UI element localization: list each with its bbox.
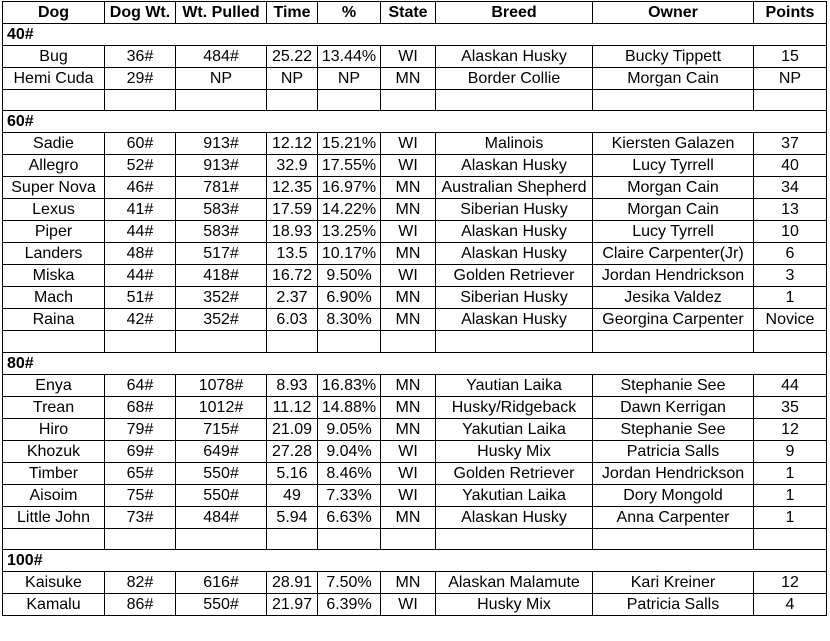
spacer-cell xyxy=(593,331,754,352)
cell-points: 13 xyxy=(754,199,827,221)
cell-owner: Dawn Kerrigan xyxy=(593,396,754,418)
table-row xyxy=(3,374,827,396)
cell-percent: 6.63% xyxy=(318,506,381,528)
cell-time: 21.97 xyxy=(267,594,318,616)
cell-points: 9 xyxy=(754,440,827,462)
table-header xyxy=(3,2,827,24)
spacer-cell xyxy=(381,331,436,352)
cell-time: 13.5 xyxy=(267,243,318,265)
cell-time: 17.59 xyxy=(267,199,318,221)
cell-points: Novice xyxy=(754,309,827,331)
cell-time: 2.37 xyxy=(267,287,318,309)
cell-dog-weight: 69# xyxy=(105,440,176,462)
cell-weight-pulled: 1078# xyxy=(176,374,267,396)
cell-percent: 13.44% xyxy=(318,46,381,68)
cell-percent: 16.97% xyxy=(318,177,381,199)
cell-time: 6.03 xyxy=(267,309,318,331)
cell-percent: 9.05% xyxy=(318,418,381,440)
cell-breed: Alaskan Malamute xyxy=(436,572,593,594)
spacer-cell xyxy=(3,528,105,549)
cell-time: 21.09 xyxy=(267,418,318,440)
cell-dog: Lexus xyxy=(3,199,105,221)
col-header-points: Points xyxy=(754,2,827,24)
cell-percent: 14.88% xyxy=(318,396,381,418)
cell-dog-weight: 51# xyxy=(105,287,176,309)
cell-dog-weight: 86# xyxy=(105,594,176,616)
cell-owner: Lucy Tyrrell xyxy=(593,155,754,177)
spacer-cell xyxy=(593,90,754,111)
table-row xyxy=(3,396,827,418)
cell-weight-pulled: 583# xyxy=(176,199,267,221)
cell-owner: Patricia Salls xyxy=(593,440,754,462)
cell-weight-pulled: 913# xyxy=(176,133,267,155)
cell-owner: Morgan Cain xyxy=(593,199,754,221)
cell-percent: 10.17% xyxy=(318,243,381,265)
cell-owner: Stephanie See xyxy=(593,374,754,396)
cell-breed: Alaskan Husky xyxy=(436,309,593,331)
cell-dog: Kaisuke xyxy=(3,572,105,594)
cell-dog-weight: 44# xyxy=(105,221,176,243)
cell-percent: 9.04% xyxy=(318,440,381,462)
cell-time: 8.93 xyxy=(267,374,318,396)
cell-percent: 9.50% xyxy=(318,265,381,287)
table-row xyxy=(3,177,827,199)
spacer-cell xyxy=(436,331,593,352)
cell-points: 4 xyxy=(754,594,827,616)
spacer-cell xyxy=(176,331,267,352)
cell-points: 3 xyxy=(754,265,827,287)
cell-dog-weight: 41# xyxy=(105,199,176,221)
table-row xyxy=(3,418,827,440)
cell-time: 28.91 xyxy=(267,572,318,594)
cell-weight-pulled: 649# xyxy=(176,440,267,462)
cell-breed: Yautian Laika xyxy=(436,374,593,396)
spacer-cell xyxy=(105,90,176,111)
cell-time: 49 xyxy=(267,484,318,506)
cell-percent: 16.83% xyxy=(318,374,381,396)
cell-time: 18.93 xyxy=(267,221,318,243)
cell-dog: Piper xyxy=(3,221,105,243)
cell-breed: Golden Retriever xyxy=(436,265,593,287)
cell-dog: Raina xyxy=(3,309,105,331)
table-row xyxy=(3,199,827,221)
spacer-row xyxy=(3,90,827,111)
cell-weight-pulled: 583# xyxy=(176,221,267,243)
spacer-cell xyxy=(754,528,827,549)
col-header-state: State xyxy=(381,2,436,24)
table-row xyxy=(3,287,827,309)
cell-dog: Landers xyxy=(3,243,105,265)
cell-dog: Super Nova xyxy=(3,177,105,199)
cell-dog: Little John xyxy=(3,506,105,528)
cell-points: 1 xyxy=(754,287,827,309)
cell-state: MN xyxy=(381,243,436,265)
col-header-time: Time xyxy=(267,2,318,24)
spacer-cell xyxy=(754,331,827,352)
table-row xyxy=(3,133,827,155)
cell-points: 37 xyxy=(754,133,827,155)
cell-state: MN xyxy=(381,506,436,528)
cell-dog: Kamalu xyxy=(3,594,105,616)
section-title: 100# xyxy=(3,550,827,572)
cell-state: WI xyxy=(381,46,436,68)
cell-dog: Khozuk xyxy=(3,440,105,462)
spacer-cell xyxy=(318,90,381,111)
cell-percent: 7.50% xyxy=(318,572,381,594)
cell-dog-weight: 79# xyxy=(105,418,176,440)
cell-breed: Alaskan Husky xyxy=(436,155,593,177)
table-body xyxy=(3,24,827,616)
table-row xyxy=(3,46,827,68)
cell-weight-pulled: 484# xyxy=(176,46,267,68)
spacer-cell xyxy=(267,331,318,352)
cell-dog-weight: 73# xyxy=(105,506,176,528)
cell-percent: 8.46% xyxy=(318,462,381,484)
cell-dog: Timber xyxy=(3,462,105,484)
cell-time: 5.94 xyxy=(267,506,318,528)
cell-owner: Kari Kreiner xyxy=(593,572,754,594)
cell-weight-pulled: 517# xyxy=(176,243,267,265)
spacer-cell xyxy=(381,90,436,111)
cell-breed: Alaskan Husky xyxy=(436,221,593,243)
col-header-dog-weight: Dog Wt. xyxy=(105,2,176,24)
section-header-row xyxy=(3,352,827,374)
table-row xyxy=(3,462,827,484)
cell-breed: Alaskan Husky xyxy=(436,243,593,265)
cell-points: 1 xyxy=(754,484,827,506)
cell-breed: Alaskan Husky xyxy=(436,46,593,68)
header-row xyxy=(3,2,827,24)
cell-state: MN xyxy=(381,418,436,440)
cell-owner: Georgina Carpenter xyxy=(593,309,754,331)
cell-owner: Claire Carpenter(Jr) xyxy=(593,243,754,265)
cell-percent: 15.21% xyxy=(318,133,381,155)
cell-weight-pulled: 550# xyxy=(176,462,267,484)
cell-weight-pulled: NP xyxy=(176,68,267,90)
cell-owner: Bucky Tippett xyxy=(593,46,754,68)
cell-state: MN xyxy=(381,374,436,396)
cell-time: 11.12 xyxy=(267,396,318,418)
cell-dog: Bug xyxy=(3,46,105,68)
cell-dog: Hiro xyxy=(3,418,105,440)
cell-points: NP xyxy=(754,68,827,90)
cell-dog-weight: 36# xyxy=(105,46,176,68)
cell-dog-weight: 29# xyxy=(105,68,176,90)
spacer-cell xyxy=(3,90,105,111)
cell-percent: 14.22% xyxy=(318,199,381,221)
cell-breed: Alaskan Husky xyxy=(436,506,593,528)
table-row xyxy=(3,68,827,90)
cell-breed: Husky Mix xyxy=(436,594,593,616)
cell-points: 35 xyxy=(754,396,827,418)
cell-owner: Jordan Hendrickson xyxy=(593,462,754,484)
cell-percent: 6.90% xyxy=(318,287,381,309)
table-row xyxy=(3,155,827,177)
cell-state: MN xyxy=(381,68,436,90)
cell-percent: 8.30% xyxy=(318,309,381,331)
cell-points: 1 xyxy=(754,506,827,528)
cell-weight-pulled: 913# xyxy=(176,155,267,177)
spacer-cell xyxy=(754,90,827,111)
results-table xyxy=(2,1,827,616)
cell-owner: Dory Mongold xyxy=(593,484,754,506)
cell-weight-pulled: 418# xyxy=(176,265,267,287)
cell-dog-weight: 44# xyxy=(105,265,176,287)
cell-weight-pulled: 715# xyxy=(176,418,267,440)
cell-weight-pulled: 1012# xyxy=(176,396,267,418)
spacer-cell xyxy=(267,90,318,111)
cell-state: MN xyxy=(381,309,436,331)
cell-percent: 7.33% xyxy=(318,484,381,506)
cell-dog: Hemi Cuda xyxy=(3,68,105,90)
cell-points: 10 xyxy=(754,221,827,243)
cell-state: MN xyxy=(381,177,436,199)
cell-percent: 6.39% xyxy=(318,594,381,616)
cell-points: 1 xyxy=(754,462,827,484)
cell-dog: Allegro xyxy=(3,155,105,177)
table-row xyxy=(3,440,827,462)
cell-breed: Husky/Ridgeback xyxy=(436,396,593,418)
section-header-row xyxy=(3,111,827,133)
cell-state: WI xyxy=(381,265,436,287)
cell-dog: Trean xyxy=(3,396,105,418)
cell-weight-pulled: 550# xyxy=(176,484,267,506)
cell-owner: Jesika Valdez xyxy=(593,287,754,309)
cell-dog-weight: 42# xyxy=(105,309,176,331)
cell-breed: Australian Shepherd xyxy=(436,177,593,199)
section-header-row xyxy=(3,24,827,46)
cell-points: 12 xyxy=(754,572,827,594)
col-header-owner: Owner xyxy=(593,2,754,24)
cell-dog: Sadie xyxy=(3,133,105,155)
section-title: 60# xyxy=(3,111,827,133)
cell-weight-pulled: 550# xyxy=(176,594,267,616)
cell-breed: Siberian Husky xyxy=(436,199,593,221)
cell-percent: NP xyxy=(318,68,381,90)
cell-state: WI xyxy=(381,221,436,243)
spacer-cell xyxy=(3,331,105,352)
cell-time: NP xyxy=(267,68,318,90)
cell-owner: Kiersten Galazen xyxy=(593,133,754,155)
cell-points: 15 xyxy=(754,46,827,68)
spacer-cell xyxy=(267,528,318,549)
cell-breed: Malinois xyxy=(436,133,593,155)
cell-percent: 17.55% xyxy=(318,155,381,177)
cell-state: WI xyxy=(381,133,436,155)
cell-state: MN xyxy=(381,572,436,594)
cell-dog: Enya xyxy=(3,374,105,396)
cell-state: WI xyxy=(381,594,436,616)
cell-time: 32.9 xyxy=(267,155,318,177)
cell-owner: Morgan Cain xyxy=(593,68,754,90)
spacer-cell xyxy=(176,528,267,549)
cell-weight-pulled: 484# xyxy=(176,506,267,528)
cell-owner: Stephanie See xyxy=(593,418,754,440)
cell-owner: Morgan Cain xyxy=(593,177,754,199)
cell-owner: Anna Carpenter xyxy=(593,506,754,528)
cell-weight-pulled: 352# xyxy=(176,287,267,309)
cell-breed: Golden Retriever xyxy=(436,462,593,484)
cell-dog-weight: 82# xyxy=(105,572,176,594)
cell-weight-pulled: 616# xyxy=(176,572,267,594)
spacer-cell xyxy=(436,528,593,549)
cell-dog: Aisoim xyxy=(3,484,105,506)
cell-state: MN xyxy=(381,396,436,418)
table-row xyxy=(3,484,827,506)
cell-dog-weight: 46# xyxy=(105,177,176,199)
spacer-cell xyxy=(436,90,593,111)
cell-dog-weight: 52# xyxy=(105,155,176,177)
cell-owner: Lucy Tyrrell xyxy=(593,221,754,243)
cell-weight-pulled: 781# xyxy=(176,177,267,199)
cell-points: 40 xyxy=(754,155,827,177)
spacer-row xyxy=(3,528,827,549)
cell-dog-weight: 64# xyxy=(105,374,176,396)
cell-dog-weight: 65# xyxy=(105,462,176,484)
table-row xyxy=(3,265,827,287)
cell-points: 34 xyxy=(754,177,827,199)
spacer-cell xyxy=(105,331,176,352)
table-row xyxy=(3,506,827,528)
table-row xyxy=(3,221,827,243)
spacer-cell xyxy=(593,528,754,549)
spacer-cell xyxy=(176,90,267,111)
cell-state: WI xyxy=(381,484,436,506)
section-title: 40# xyxy=(3,24,827,46)
cell-breed: Yakutian Laika xyxy=(436,484,593,506)
cell-time: 27.28 xyxy=(267,440,318,462)
cell-time: 5.16 xyxy=(267,462,318,484)
cell-state: MN xyxy=(381,199,436,221)
col-header-dog: Dog xyxy=(3,2,105,24)
cell-owner: Jordan Hendrickson xyxy=(593,265,754,287)
table-row xyxy=(3,309,827,331)
cell-breed: Yakutian Laika xyxy=(436,418,593,440)
section-header-row xyxy=(3,550,827,572)
col-header-breed: Breed xyxy=(436,2,593,24)
cell-dog-weight: 68# xyxy=(105,396,176,418)
spacer-cell xyxy=(318,331,381,352)
table-row xyxy=(3,572,827,594)
cell-dog-weight: 48# xyxy=(105,243,176,265)
cell-state: MN xyxy=(381,287,436,309)
spacer-cell xyxy=(105,528,176,549)
cell-dog-weight: 75# xyxy=(105,484,176,506)
spacer-cell xyxy=(381,528,436,549)
cell-points: 12 xyxy=(754,418,827,440)
section-title: 80# xyxy=(3,352,827,374)
cell-state: WI xyxy=(381,440,436,462)
cell-owner: Patricia Salls xyxy=(593,594,754,616)
spacer-row xyxy=(3,331,827,352)
cell-dog: Miska xyxy=(3,265,105,287)
cell-breed: Border Collie xyxy=(436,68,593,90)
cell-time: 12.12 xyxy=(267,133,318,155)
col-header-percent: % xyxy=(318,2,381,24)
cell-state: WI xyxy=(381,155,436,177)
cell-percent: 13.25% xyxy=(318,221,381,243)
table-row xyxy=(3,243,827,265)
cell-weight-pulled: 352# xyxy=(176,309,267,331)
cell-breed: Husky Mix xyxy=(436,440,593,462)
cell-points: 44 xyxy=(754,374,827,396)
cell-breed: Siberian Husky xyxy=(436,287,593,309)
spacer-cell xyxy=(318,528,381,549)
cell-dog: Mach xyxy=(3,287,105,309)
cell-state: WI xyxy=(381,462,436,484)
cell-points: 6 xyxy=(754,243,827,265)
cell-time: 25.22 xyxy=(267,46,318,68)
cell-dog-weight: 60# xyxy=(105,133,176,155)
cell-time: 12.35 xyxy=(267,177,318,199)
col-header-weight-pulled: Wt. Pulled xyxy=(176,2,267,24)
table-row xyxy=(3,594,827,616)
cell-time: 16.72 xyxy=(267,265,318,287)
